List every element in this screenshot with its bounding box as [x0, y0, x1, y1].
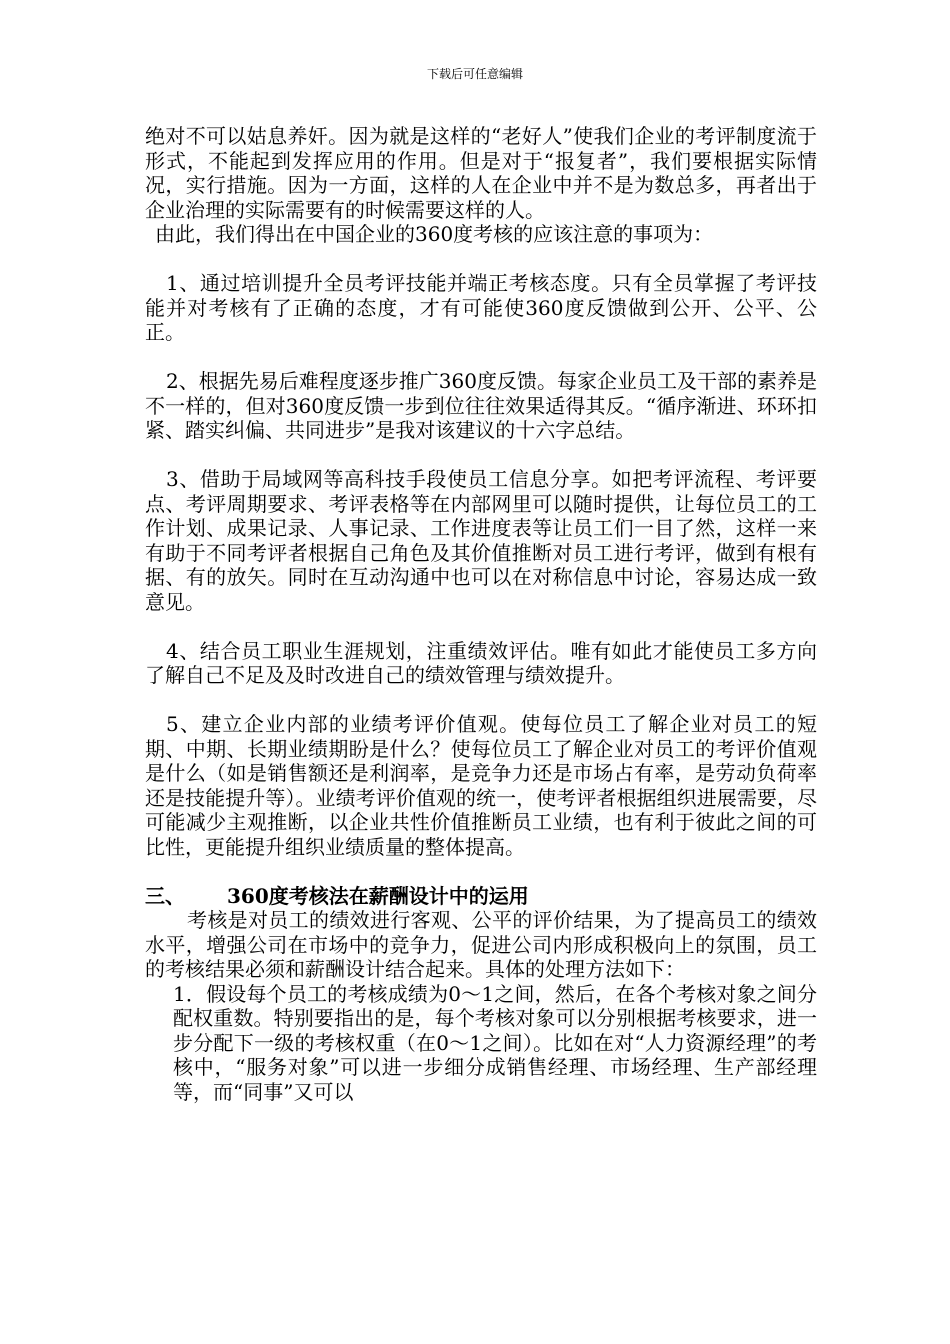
section-heading — [145, 884, 817, 909]
section-paragraph: 考核是对员工的绩效进行客观、公平的评价结果，为了提高员工的绩效水平，增强公司在市场中的竞争力，促进公司内形成积极向上的氛围，员工的考核结果必须和薪酬设计结合起来。具体的处理方法如下： — [145, 908, 817, 981]
list-item-3: 3、借助于局域网等高科技手段使员工信息分享。如把考评流程、考评要点、考评周期要求、考评表格等在内部网里可以随时提供，让每位员工的工作计划、成果记录、人事记录、工作进度表等让员工们一目了然，这样一来有助于不同考评者根据自己角色及其价值推断对员工进行考评，做到有根有据、有的放矢。同时在互动沟通中也可以在对称信息中讨论，容易达成一致意见。 — [145, 467, 817, 614]
document-body — [145, 124, 817, 1104]
section-title: 360度考核法在薪酬设计中的运用 — [227, 883, 529, 908]
list-item-4: 4、结合员工职业生涯规划，注重绩效评估。唯有如此才能使员工多方向了解自己不足及及时改进自己的绩效管理与绩效提升。 — [145, 638, 817, 687]
lead-in-paragraph: 由此，我们得出在中国企业的360度考核的应该注意的事项为： — [155, 222, 714, 246]
list-item-2: 2、根据先易后难程度逐步推广360度反馈。每家企业员工及干部的素养是不一样的，但对360度反馈一步到位往往效果适得其反。“循序渐进、环环扣紧、踏实纠偏、共同进步”是我对该建议的十六字总结。 — [145, 369, 817, 442]
method-item-1: 1．假设每个员工的考核成绩为0～1之间，然后，在各个考核对象之间分配权重数。特别要指出的是，每个考核对象可以分别根据考核要求，进一步分配下一级的考核权重（在0～1之间）。比如在对“人力资源经理”的考核中，“服务对象”可以进一步细分成销售经理、市场经理、生产部经理等，而“同事”又可以 — [173, 981, 817, 1104]
page-header-note: 下载后可任意编辑 — [426, 67, 523, 81]
intro-paragraph: 绝对不可以姑息养奸。因为就是这样的“老好人”使我们企业的考评制度流于形式，不能起到发挥应用的作用。但是对于“报复者”，我们要根据实际情况，实行措施。因为一方面，这样的人在企业中并不是为数总多，再者出于企业治理的实际需要有的时候需要这样的人。 — [145, 124, 817, 222]
list-item-5: 5、建立企业内部的业绩考评价值观。使每位员工了解企业对员工的短期、中期、长期业绩期盼是什么？使每位员工了解企业对员工的考评价值观是什么（如是销售额还是利润率，是竞争力还是市场占有率，是劳动负荷率还是技能提升等）。业绩考评价值观的统一，使考评者根据组织进展需要，尽可能减少主观推断，以企业共性价值推断员工业绩，也有利于彼此之间的可比性，更能提升组织业绩质量的整体提高。 — [145, 712, 817, 859]
list-item-1: 1、通过培训提升全员考评技能并端正考核态度。只有全员掌握了考评技能并对考核有了正确的态度，才有可能使360度反馈做到公开、公平、公正。 — [145, 271, 817, 344]
section-number: 三、 — [145, 883, 185, 908]
